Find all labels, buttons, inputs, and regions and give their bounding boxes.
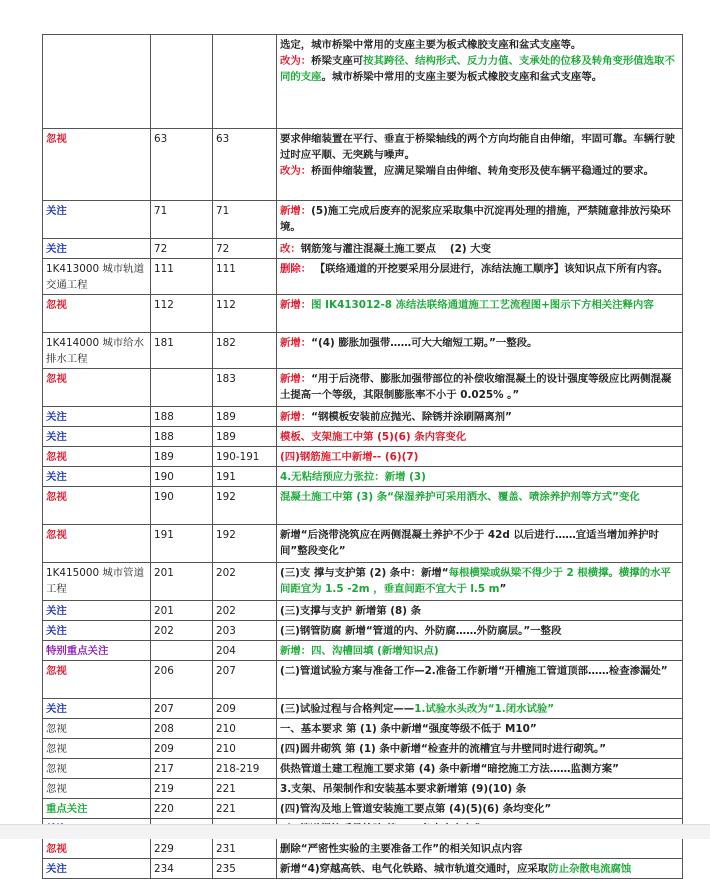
priority-cell: 忽视 (43, 295, 151, 333)
change-text-segment: 按其跨径、结构形式、反力力值、支承处的位移及转角变形值选取不同的支座 (280, 55, 675, 83)
table-row (43, 35, 683, 129)
priority-cell: 关注 (43, 467, 151, 487)
change-text-segment: 一、基本要求 第 (1) 条中新增“强度等级不低于 M10” (280, 723, 537, 735)
priority-cell: 忽视 (43, 129, 151, 201)
priority-cell: 忽视 (43, 525, 151, 563)
table-row (43, 201, 683, 239)
new-page-cell: 235 (213, 859, 277, 879)
new-page-cell: 191 (213, 467, 277, 487)
table-row (43, 427, 683, 447)
table-row (43, 661, 683, 699)
new-page-cell: 231 (213, 839, 277, 859)
change-description-cell (277, 35, 683, 129)
change-text-segment: 3.支架、吊架制作和安装基本要求新增第 (9)(10) 条 (280, 783, 527, 795)
priority-cell: 1K415000 城市管道工程 (43, 563, 151, 601)
change-description-cell (277, 621, 683, 641)
new-page-cell: 204 (213, 641, 277, 661)
priority-cell: 1K413000 城市轨道交通工程 (43, 259, 151, 295)
change-description-cell (277, 487, 683, 525)
old-page-cell: 63 (151, 129, 213, 201)
priority-cell: 关注 (43, 407, 151, 427)
change-text-segment: 4.无粘结预应力张拉：新增 (3) (280, 471, 426, 483)
change-table-body (43, 35, 683, 879)
table-row (43, 369, 683, 407)
table-row (43, 525, 683, 563)
change-text-segment: 桥梁支座可 (311, 55, 364, 67)
table-row (43, 295, 683, 333)
old-page-cell: 234 (151, 859, 213, 879)
new-page-cell: 221 (213, 799, 277, 819)
change-description-cell (277, 601, 683, 621)
table-row (43, 641, 683, 661)
table-row (43, 779, 683, 799)
new-page-cell: 71 (213, 201, 277, 239)
new-page-cell: 112 (213, 295, 277, 333)
old-page-cell: 202 (151, 621, 213, 641)
change-description-cell (277, 859, 683, 879)
old-page-cell (151, 369, 213, 407)
table-row (43, 563, 683, 601)
change-text-segment: 删除： (280, 263, 312, 275)
change-text-segment: 桥面伸缩装置，应满足梁端自由伸缩、转角变形及使车辆平稳通过的要求。 (311, 165, 655, 177)
change-description-cell (277, 467, 683, 487)
old-page-cell: 190 (151, 487, 213, 525)
old-page-cell: 209 (151, 739, 213, 759)
change-description-cell (277, 799, 683, 819)
table-row (43, 467, 683, 487)
priority-cell: 忽视 (43, 719, 151, 739)
change-text-segment: 新增： (280, 373, 312, 385)
change-description-cell (277, 333, 683, 369)
change-text-segment: “钢模板安装前应抛光、除锈并涂刷隔离剂” (311, 411, 512, 423)
change-text-segment: 每根横梁或纵梁不得少于 2 根横撑。横撑的水平间距宜为 1.5 -2m ，垂直间距不宜大于 l.5 m (280, 567, 671, 595)
old-page-cell: 189 (151, 447, 213, 467)
change-text-segment: 钢筋笼与灌注混凝土施工要点 (2) 大变 (300, 243, 491, 255)
table-row (43, 447, 683, 467)
page-footer-strip (0, 824, 710, 839)
new-page-cell: 63 (213, 129, 277, 201)
table-row (43, 621, 683, 641)
old-page-cell: 229 (151, 839, 213, 859)
old-page-cell: 219 (151, 779, 213, 799)
change-table (42, 34, 683, 879)
change-text-segment: 混凝土施工中第 (3) 条“保湿养护可采用洒水、覆盖、喷涂养护剂等方式”变化 (280, 491, 640, 503)
change-text-segment: 改为： (280, 55, 312, 67)
old-page-cell: 190 (151, 467, 213, 487)
change-text-segment: (三)钢管防腐 新增“管道的内、外防腐……外防腐层。”一整段 (280, 625, 562, 637)
old-page-cell: 181 (151, 333, 213, 369)
table-row (43, 487, 683, 525)
change-text-segment: (四)圆井砌筑 第 (1) 条中新增“检查井的流槽宜与井壁同时进行砌筑。” (280, 743, 607, 755)
change-text-segment: (三)试验过程与合格判定—— (280, 703, 415, 715)
table-row (43, 699, 683, 719)
priority-cell: 忽视 (43, 759, 151, 779)
change-description-cell (277, 661, 683, 699)
priority-cell: 忽视 (43, 839, 151, 859)
change-description-cell (277, 739, 683, 759)
change-description-cell (277, 641, 683, 661)
change-text-segment: (四)钢筋施工中新增-- (6)(7) (280, 451, 419, 463)
old-page-cell: 206 (151, 661, 213, 699)
table-row (43, 239, 683, 259)
new-page-cell: 182 (213, 333, 277, 369)
priority-cell: 忽视 (43, 447, 151, 467)
table-row (43, 719, 683, 739)
priority-cell: 关注 (43, 201, 151, 239)
change-text-segment: 删除“严密性实验的主要准备工作”的相关知识点内容 (280, 843, 523, 855)
priority-cell: 忽视 (43, 661, 151, 699)
new-page-cell: 209 (213, 699, 277, 719)
change-description-cell (277, 447, 683, 467)
table-row (43, 129, 683, 201)
change-text-segment: 模板、支架施工中第 (5)(6) 条内容变化 (280, 431, 467, 443)
new-page-cell: 202 (213, 601, 277, 621)
priority-cell: 关注 (43, 601, 151, 621)
change-text-segment: (三)支 撑与支护第 (2) 条中：新增“ (280, 567, 449, 579)
change-text-segment: (四)管沟及地上管道安装施工要点第 (4)(5)(6) 条均变化” (280, 803, 552, 815)
priority-cell: 忽视 (43, 779, 151, 799)
change-text-segment: 选定，城市桥梁中常用的支座主要为板式橡胶支座和盆式支座等。 (280, 39, 582, 51)
change-text-segment: “用于后浇带、膨胀加强带部位的补偿收缩混凝土的设计强度等级应比两侧混凝土提高一个等级，其限制膨胀率不小于 0.025% 。” (280, 373, 672, 401)
table-row (43, 799, 683, 819)
change-text-segment: 1.试验水头改为“1.闭水试验” (414, 703, 555, 715)
priority-cell (43, 35, 151, 129)
new-page-cell: 221 (213, 779, 277, 799)
old-page-cell: 201 (151, 563, 213, 601)
old-page-cell: 71 (151, 201, 213, 239)
table-row (43, 333, 683, 369)
priority-cell: 关注 (43, 427, 151, 447)
new-page-cell: 203 (213, 621, 277, 641)
change-text-segment: 新增“后浇带浇筑应在两侧混凝土养护不少于 42d 以后进行……宜适当增加养护时间”整段变化” (280, 529, 659, 557)
new-page-cell: 190-191 (213, 447, 277, 467)
change-description-cell (277, 759, 683, 779)
old-page-cell: 201 (151, 601, 213, 621)
change-description-cell (277, 295, 683, 333)
new-page-cell: 192 (213, 525, 277, 563)
change-text-segment: 供热管道土建工程施工要求第 (4) 条中新增“暗挖施工方法……监测方案” (280, 763, 619, 775)
change-text-segment: 新增： (280, 337, 312, 349)
change-description-cell (277, 719, 683, 739)
new-page-cell: 183 (213, 369, 277, 407)
change-description-cell (277, 427, 683, 447)
new-page-cell: 189 (213, 427, 277, 447)
old-page-cell: 112 (151, 295, 213, 333)
change-text-segment: 要求伸缩装置在平行、垂直于桥梁轴线的两个方向均能自由伸缩，牢固可靠。车辆行驶过时应平顺、无突跳与噪声。 (280, 133, 675, 161)
new-page-cell: 189 (213, 407, 277, 427)
old-page-cell (151, 641, 213, 661)
change-description-cell (277, 839, 683, 859)
table-row (43, 859, 683, 879)
priority-cell: 关注 (43, 621, 151, 641)
change-description-cell (277, 563, 683, 601)
new-page-cell: 72 (213, 239, 277, 259)
new-page-cell: 192 (213, 487, 277, 525)
old-page-cell (151, 35, 213, 129)
change-text-segment: “(4) 膨胀加强带……可大大缩短工期。”一整段。 (311, 337, 538, 349)
change-description-cell (277, 779, 683, 799)
table-row (43, 407, 683, 427)
priority-cell: 忽视 (43, 369, 151, 407)
change-description-cell (277, 369, 683, 407)
change-text-segment: 。城市桥梁中常用的支座主要为板式橡胶支座和盆式支座等。 (321, 71, 603, 83)
priority-cell: 特别重点关注 (43, 641, 151, 661)
change-text-segment: ” (499, 583, 507, 595)
change-text-segment: 【联络通道的开挖要采用分层进行，冻结法施工顺序】该知识点下所有内容。 (311, 263, 669, 275)
table-row (43, 739, 683, 759)
priority-cell: 重点关注 (43, 799, 151, 819)
change-text-segment: 新增：四、沟槽回填 (新增知识点) (280, 645, 439, 657)
table-row (43, 601, 683, 621)
new-page-cell: 111 (213, 259, 277, 295)
new-page-cell: 218-219 (213, 759, 277, 779)
new-page-cell: 210 (213, 739, 277, 759)
change-text-segment: 防止杂散电流腐蚀 (548, 863, 632, 875)
old-page-cell: 207 (151, 699, 213, 719)
old-page-cell: 208 (151, 719, 213, 739)
old-page-cell: 111 (151, 259, 213, 295)
change-text-segment: 新增： (280, 299, 312, 311)
priority-cell: 关注 (43, 239, 151, 259)
change-text-segment: 新增： (280, 411, 312, 423)
change-text-segment: (5)施工完成后废弃的泥浆应采取集中沉淀再处理的措施，严禁随意排放污染环境。 (280, 205, 671, 233)
old-page-cell: 220 (151, 799, 213, 819)
change-text-segment: 改为： (280, 165, 312, 177)
priority-cell: 1K414000 城市给水排水工程 (43, 333, 151, 369)
change-description-cell (277, 239, 683, 259)
priority-cell: 忽视 (43, 739, 151, 759)
old-page-cell: 217 (151, 759, 213, 779)
change-text-segment: 新增“4)穿越高铁、电气化铁路、城市轨道交通时，应采取 (280, 863, 549, 875)
change-description-cell (277, 129, 683, 201)
new-page-cell: 210 (213, 719, 277, 739)
priority-cell: 关注 (43, 859, 151, 879)
change-text-segment: 图 IK413012-8 冻结法联络通道施工工艺流程图+图示下方相关注释内容 (311, 299, 654, 311)
change-description-cell (277, 525, 683, 563)
change-text-segment: 改： (280, 243, 301, 255)
change-description-cell (277, 407, 683, 427)
new-page-cell: 202 (213, 563, 277, 601)
old-page-cell: 188 (151, 407, 213, 427)
old-page-cell: 72 (151, 239, 213, 259)
priority-cell: 关注 (43, 699, 151, 719)
change-description-cell (277, 201, 683, 239)
new-page-cell (213, 35, 277, 129)
change-description-cell (277, 699, 683, 719)
old-page-cell: 188 (151, 427, 213, 447)
change-text-segment: 新增： (280, 205, 312, 217)
table-row (43, 759, 683, 779)
table-row (43, 259, 683, 295)
old-page-cell: 191 (151, 525, 213, 563)
change-description-cell (277, 259, 683, 295)
table-row (43, 839, 683, 859)
change-text-segment: (三)支撑与支护 新增第 (8) 条 (280, 605, 421, 617)
new-page-cell: 207 (213, 661, 277, 699)
change-text-segment: (二)管道试验方案与准备工作—2.准备工作新增“开槽施工管道顶部……检查渗漏处” (280, 665, 668, 677)
priority-cell: 忽视 (43, 487, 151, 525)
